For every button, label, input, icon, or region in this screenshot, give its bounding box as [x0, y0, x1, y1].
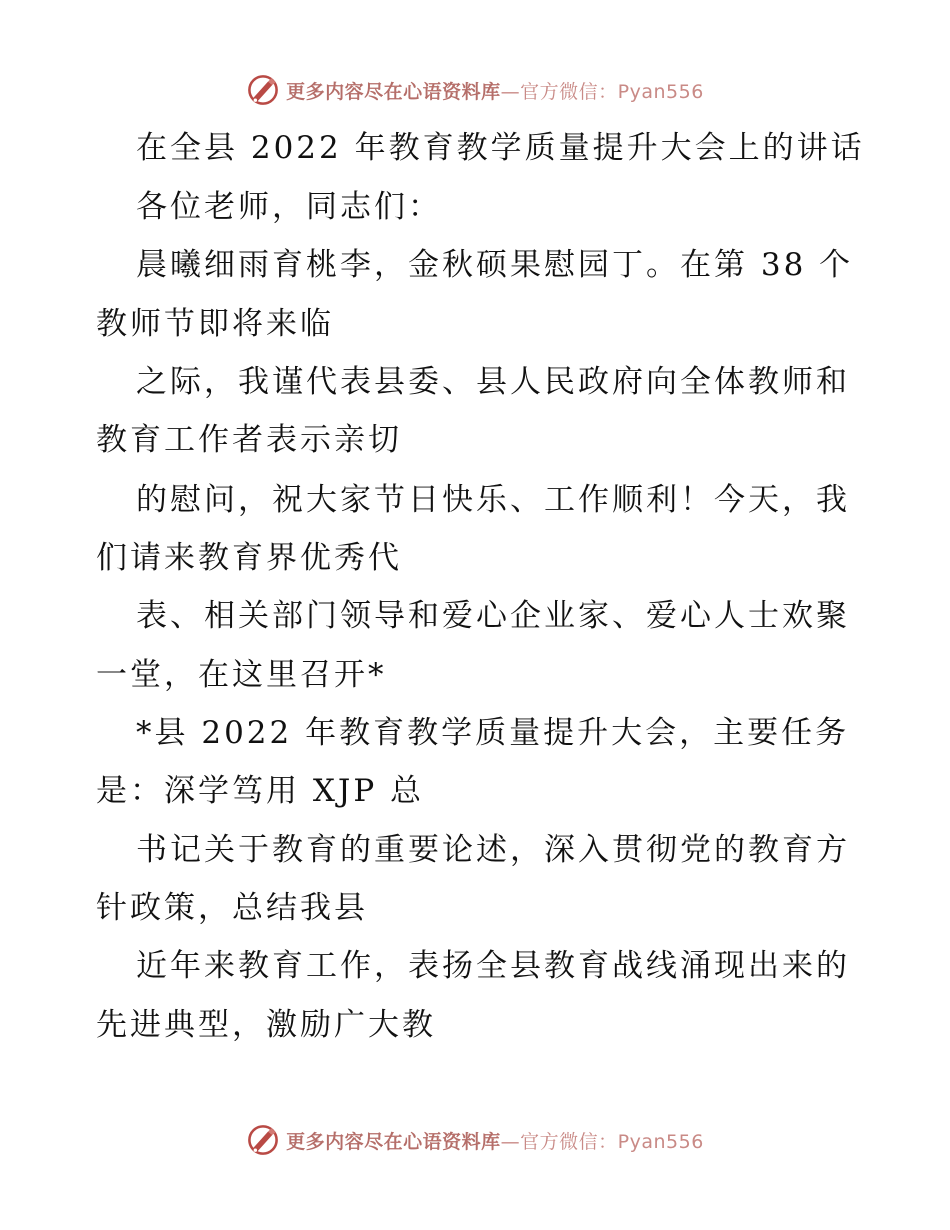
text-line: 晨曦细雨育桃李，金秋硕果慰园丁。在第 38 个 [136, 247, 854, 283]
header-banner-text [286, 77, 704, 104]
footer-banner-lead: 更多内容尽在心语资料库 [286, 1130, 501, 1153]
header-banner-rest: —官方微信：Pyan556 [500, 80, 704, 103]
text-line: 教育工作者表示亲切 [96, 422, 402, 458]
footer-banner [0, 1120, 950, 1160]
text-line: *县 2022 年教育教学质量提升大会，主要任务 [136, 715, 850, 751]
text-line: 书记关于教育的重要论述，深入贯彻党的教育方 [136, 832, 850, 868]
header-banner [0, 70, 950, 110]
text-line: 是：深学笃用 XJP 总 [96, 773, 425, 809]
text-line: 的慰问，祝大家节日快乐、工作顺利！今天，我 [136, 482, 850, 518]
salutation: 各位老师，同志们： [136, 189, 442, 225]
footer-banner-text [286, 1127, 704, 1154]
footer-banner-rest: —官方微信：Pyan556 [500, 1130, 704, 1153]
text-line: 们请来教育界优秀代 [96, 540, 402, 576]
header-banner-inner [246, 73, 704, 107]
pen-logo-icon [246, 73, 280, 107]
text-line: 针政策，总结我县 [96, 890, 368, 926]
text-line: 教师节即将来临 [96, 306, 334, 342]
speech-title: 在全县 2022 年教育教学质量提升大会上的讲话 [136, 130, 865, 166]
text-line: 表、相关部门领导和爱心企业家、爱心人士欢聚 [136, 598, 850, 634]
header-banner-lead: 更多内容尽在心语资料库 [286, 80, 501, 103]
footer-banner-inner [246, 1123, 704, 1157]
text-line: 一堂，在这里召开* [96, 657, 387, 693]
text-line: 先进典型，激励广大教 [96, 1007, 436, 1043]
pen-logo-icon [246, 1123, 280, 1157]
text-line: 近年来教育工作，表扬全县教育战线涌现出来的 [136, 948, 850, 984]
text-line: 之际，我谨代表县委、县人民政府向全体教师和 [136, 364, 850, 400]
